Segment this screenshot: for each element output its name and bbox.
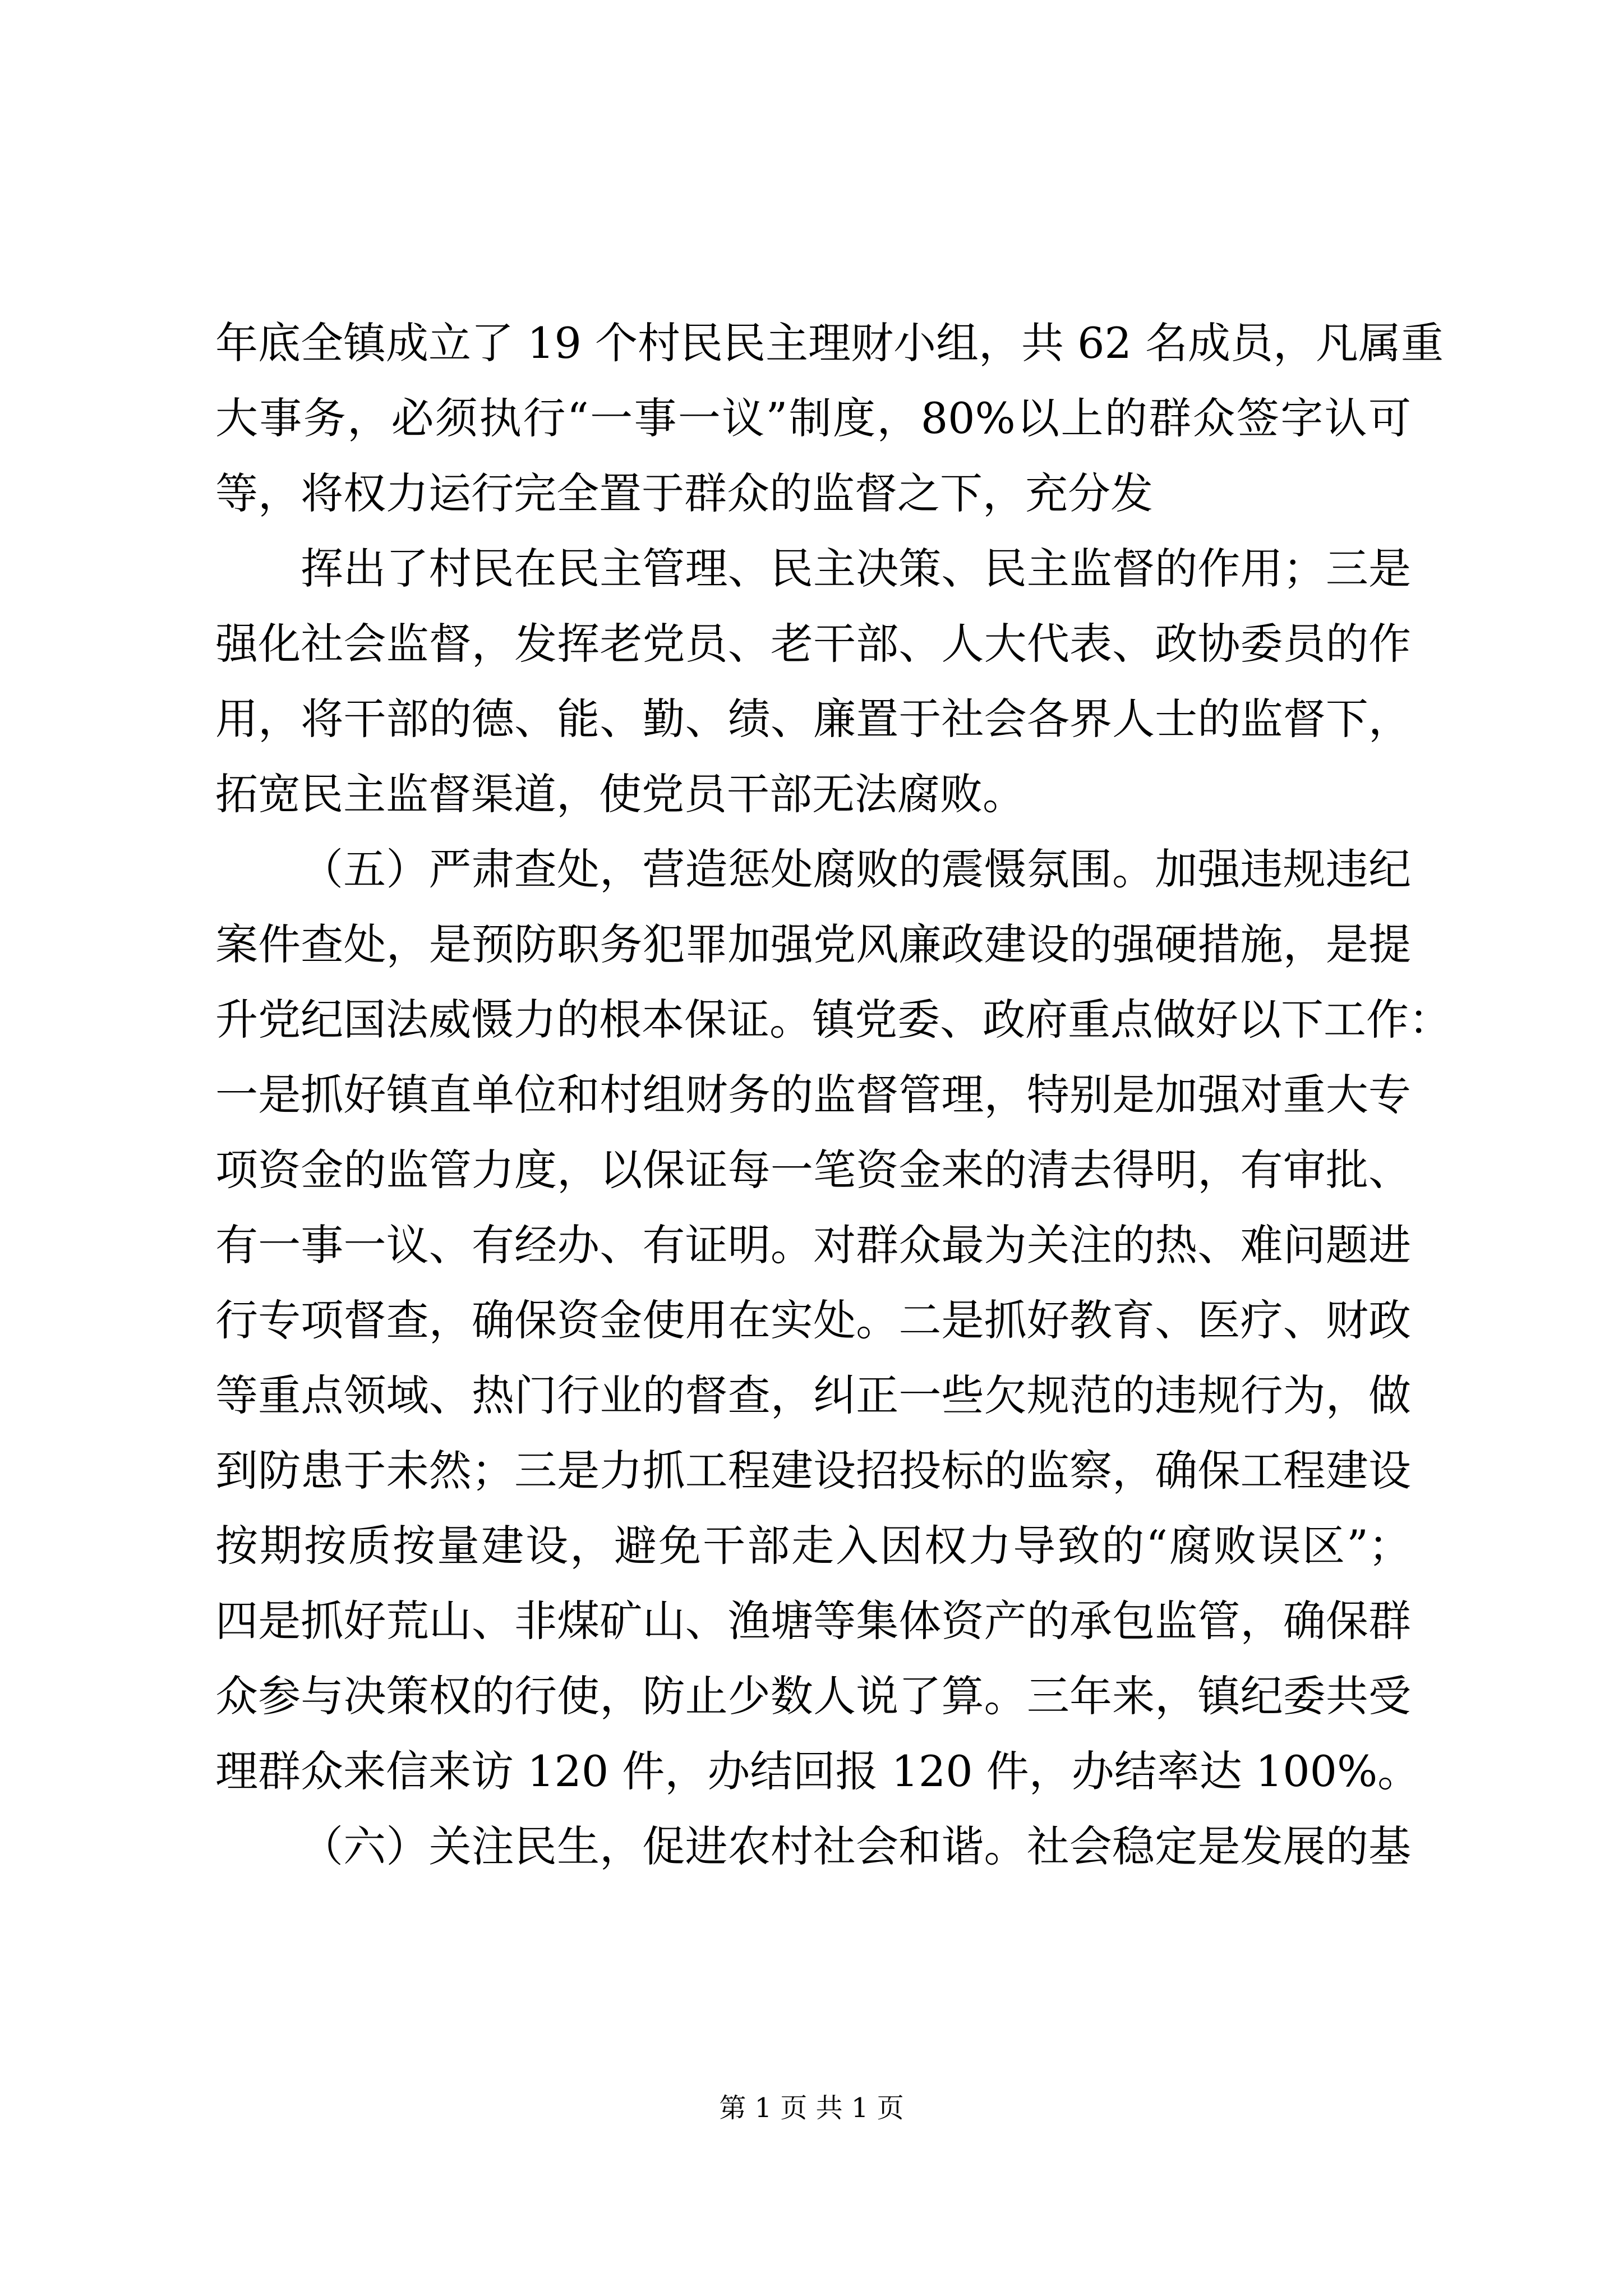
text-line: 大事务，必须执行“一事一议”制度，80%以上的群众签字认可 bbox=[215, 393, 1411, 443]
text-line: （六）关注民生，促进农村社会和谐。社会稳定是发展的基 bbox=[301, 1821, 1411, 1871]
text-line: 等重点领域、热门行业的督查，纠正一些欠规范的违规行为，做 bbox=[215, 1370, 1411, 1420]
text-line: 用，将干部的德、能、勤、绩、廉置于社会各界人士的监督下， bbox=[215, 694, 1411, 744]
page-footer: 第 1 页 共 1 页 bbox=[719, 2092, 904, 2124]
text-line: 四是抓好荒山、非煤矿山、渔塘等集体资产的承包监管，确保群 bbox=[215, 1596, 1411, 1646]
text-line: 一是抓好镇直单位和村组财务的监督管理，特别是加强对重大专 bbox=[215, 1070, 1411, 1120]
text-line: 理群众来信来访 120 件，办结回报 120 件，办结率达 100%。 bbox=[215, 1746, 1421, 1796]
text-line: 项资金的监管力度，以保证每一笔资金来的清去得明，有审批、 bbox=[215, 1145, 1411, 1195]
text-line: 有一事一议、有经办、有证明。对群众最为关注的热、难问题进 bbox=[215, 1220, 1411, 1270]
text-line: 年底全镇成立了 19 个村民民主理财小组，共 62 名成员，凡属重 bbox=[215, 318, 1444, 368]
text-line: 案件查处，是预防职务犯罪加强党风廉政建设的强硬措施，是提 bbox=[215, 919, 1411, 969]
text-line: 拓宽民主监督渠道，使党员干部无法腐败。 bbox=[215, 769, 1025, 819]
text-line: 众参与决策权的行使，防止少数人说了算。三年来，镇纪委共受 bbox=[215, 1671, 1411, 1721]
text-line: 强化社会监督，发挥老党员、老干部、人大代表、政协委员的作 bbox=[215, 619, 1411, 669]
text-line: （五）严肃查处，营造惩处腐败的震慑氛围。加强违规违纪 bbox=[301, 844, 1411, 894]
text-line: 挥出了村民在民主管理、民主决策、民主监督的作用；三是 bbox=[301, 544, 1411, 593]
text-line: 行专项督查，确保资金使用在实处。二是抓好教育、医疗、财政 bbox=[215, 1295, 1411, 1345]
text-line: 等，将权力运行完全置于群众的监督之下，充分发 bbox=[215, 468, 1153, 518]
text-line: 到防患于未然；三是力抓工程建设招投标的监察，确保工程建设 bbox=[215, 1446, 1411, 1496]
text-line: 升党纪国法威慑力的根本保证。镇党委、政府重点做好以下工作： bbox=[215, 995, 1451, 1045]
text-line: 按期按质按量建设，避免干部走入因权力导致的“腐败误区”； bbox=[215, 1521, 1411, 1571]
body-text bbox=[215, 306, 1451, 1884]
